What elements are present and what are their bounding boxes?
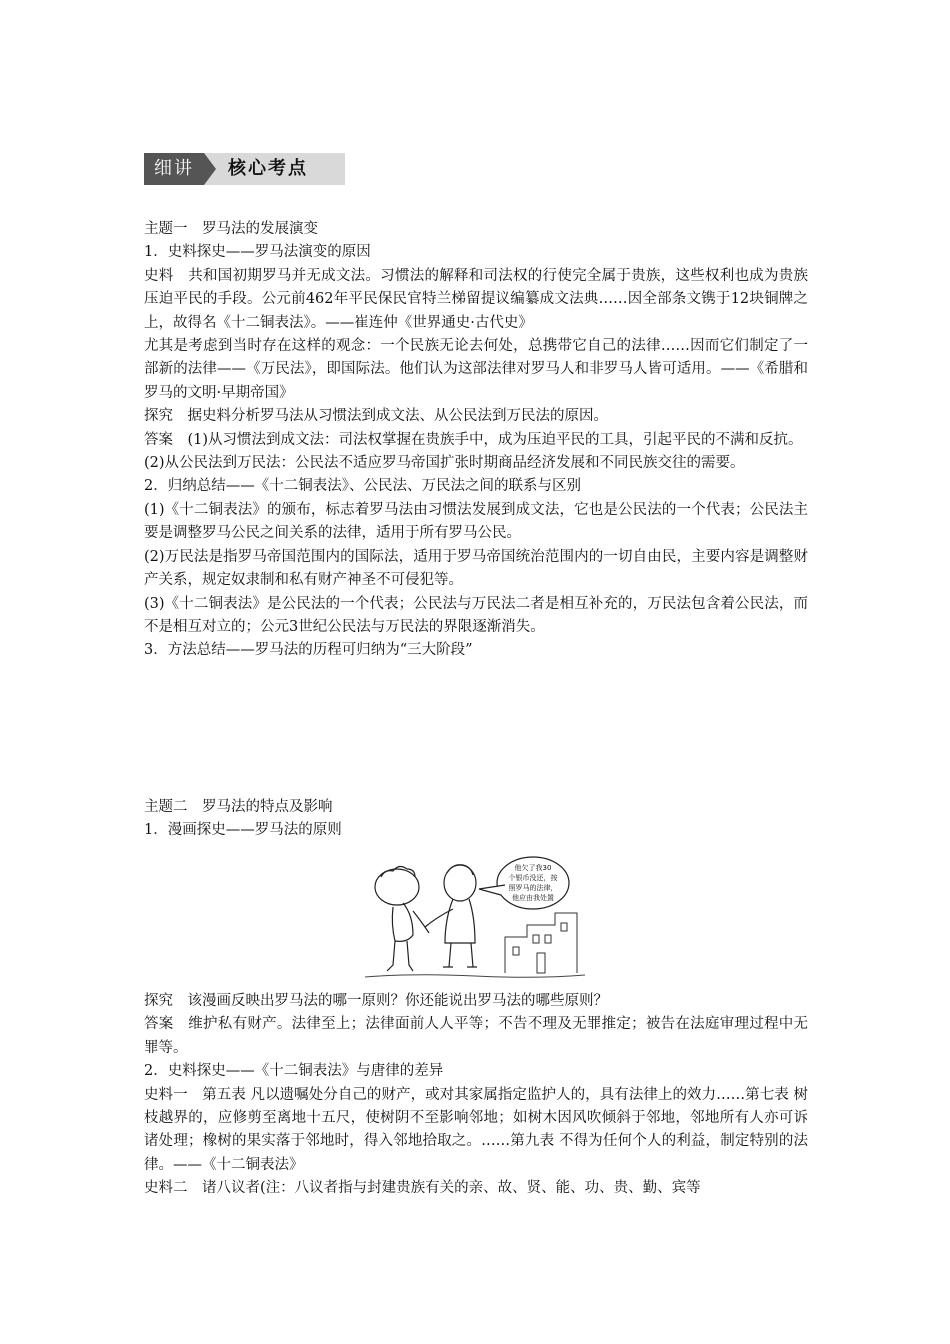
debtor-figure xyxy=(375,866,429,971)
bubble-line-1: 他欠了我30 xyxy=(514,864,552,872)
answer-paragraph-3: 答案 维护私有财产。法律至上；法律面前人人平等；不告不理及无罪推定；被告在法庭审理过程中无罪等。 xyxy=(144,1016,808,1056)
bubble-line-4: 他应由我处置 xyxy=(512,894,554,902)
summary-item-2: (2)万民法是指罗马帝国范围内的国际法，适用于罗马帝国统治范围内的一切自由民，主要内容是调整财产关系，规定奴隶制和私有财产神圣不可侵犯等。 xyxy=(144,548,808,589)
bubble-line-3: 照罗马的法律， xyxy=(508,884,558,892)
building-illustration xyxy=(505,913,577,973)
answer-paragraph-2: (2)从公民法到万民法：公民法不适应罗马帝国扩张时期商品经济发展和不同民族交往的需要。 xyxy=(144,455,745,472)
subheading-cartoon: 1．漫画探史——罗马法的原则 xyxy=(144,822,342,839)
inquiry-block xyxy=(144,990,808,1201)
subheading-method: 3．方法总结——罗马法的历程可归纳为“三大阶段” xyxy=(144,642,473,659)
ground-line xyxy=(365,975,585,978)
material-two: 史料二 诸八议者(注：八议者指与封建贵族有关的亲、故、贤、能、功、贵、勤、宾等 xyxy=(144,1180,701,1197)
bubble-line-2: 个银币没还，按 xyxy=(508,874,558,882)
material-paragraph: 史料 共和国初期罗马并无成文法。习惯法的解释和司法权的行使完全属于贵族，这些权利也成为贵族压迫平民的手段。公元前462年平民保民官特兰梯留提议编纂成文法典……因全部条文镌于12块铜牌之上，故得名《十二铜表法》。——崔连仲《世界通史·古代史》 xyxy=(144,267,808,331)
material-one: 史料一 第五表 凡以遗嘱处分自己的财产，或对其家属指定监护人的，具有法律上的效力……第七表 树枝越界的，应修剪至离地十五尺，使树阴不至影响邻地；如树木因风吹倾斜于邻地，邻地所有人亦可诉诸处理；橡树的果实落于邻地时，得入邻地拾取之。……第九表 不得为任何个人的利益，制定特别的法律。——《十二铜表法》 xyxy=(144,1086,808,1173)
summary-item-3: (3)《十二铜表法》是公民法的一个代表；公民法与万民法二者是相互补充的，万民法包含着公民法，而不是相互对立的；公元3世纪公民法与万民法的界限逐渐消失。 xyxy=(144,595,808,635)
subheading-cause: 1．史料探史——罗马法演变的原因 xyxy=(144,244,371,261)
material-paragraph-2: 尤其是考虑到当时存在这样的观念：一个民族无论去何处，总携带它自己的法律……因而它们制定了一部新的法律——《万民法》，即国际法。他们认为这部法律对罗马人和非罗马人皆可适用。——《希腊和罗马的文明·早期帝国》 xyxy=(144,338,808,401)
inquiry-question-2: 探究 该漫画反映出罗马法的哪一原则？你还能说出罗马法的哪些原则？ xyxy=(144,993,608,1009)
subheading-difference: 2．史料探史——《十二铜表法》与唐律的差异 xyxy=(144,1063,444,1080)
banner-title: 核心考点 xyxy=(228,158,308,179)
section-banner xyxy=(144,153,345,185)
banner-arrow-icon xyxy=(204,153,216,185)
creditor-figure xyxy=(425,865,477,967)
speech-bubble xyxy=(479,857,569,909)
summary-item-1: (1)《十二铜表法》的颁布，标志着罗马法由习惯法发展到成文法，它也是公民法的一个代表；公民法主要是调整罗马公民之间关系的法律，适用于所有罗马公民。 xyxy=(144,501,808,542)
topic-two-heading: 主题二 罗马法的特点及影响 xyxy=(144,799,333,815)
subheading-summary: 2．归纳总结——《十二铜表法》、公民法、万民法之间的联系与区别 xyxy=(144,478,581,495)
topic-two-block xyxy=(144,796,808,843)
roman-law-cartoon xyxy=(355,855,605,983)
topic-one-block xyxy=(144,218,808,663)
topic-one-heading: 主题一 罗马法的发展演变 xyxy=(144,221,318,237)
banner-tag: 细讲 xyxy=(144,153,204,185)
answer-paragraph: 答案 (1)从习惯法到成文法：司法权掌握在贵族手中，成为压迫平民的工具，引起平民的不满和反抗。 xyxy=(144,431,803,448)
inquiry-question: 探究 据史料分析罗马法从习惯法到成文法、从公民法到万民法的原因。 xyxy=(144,408,608,425)
